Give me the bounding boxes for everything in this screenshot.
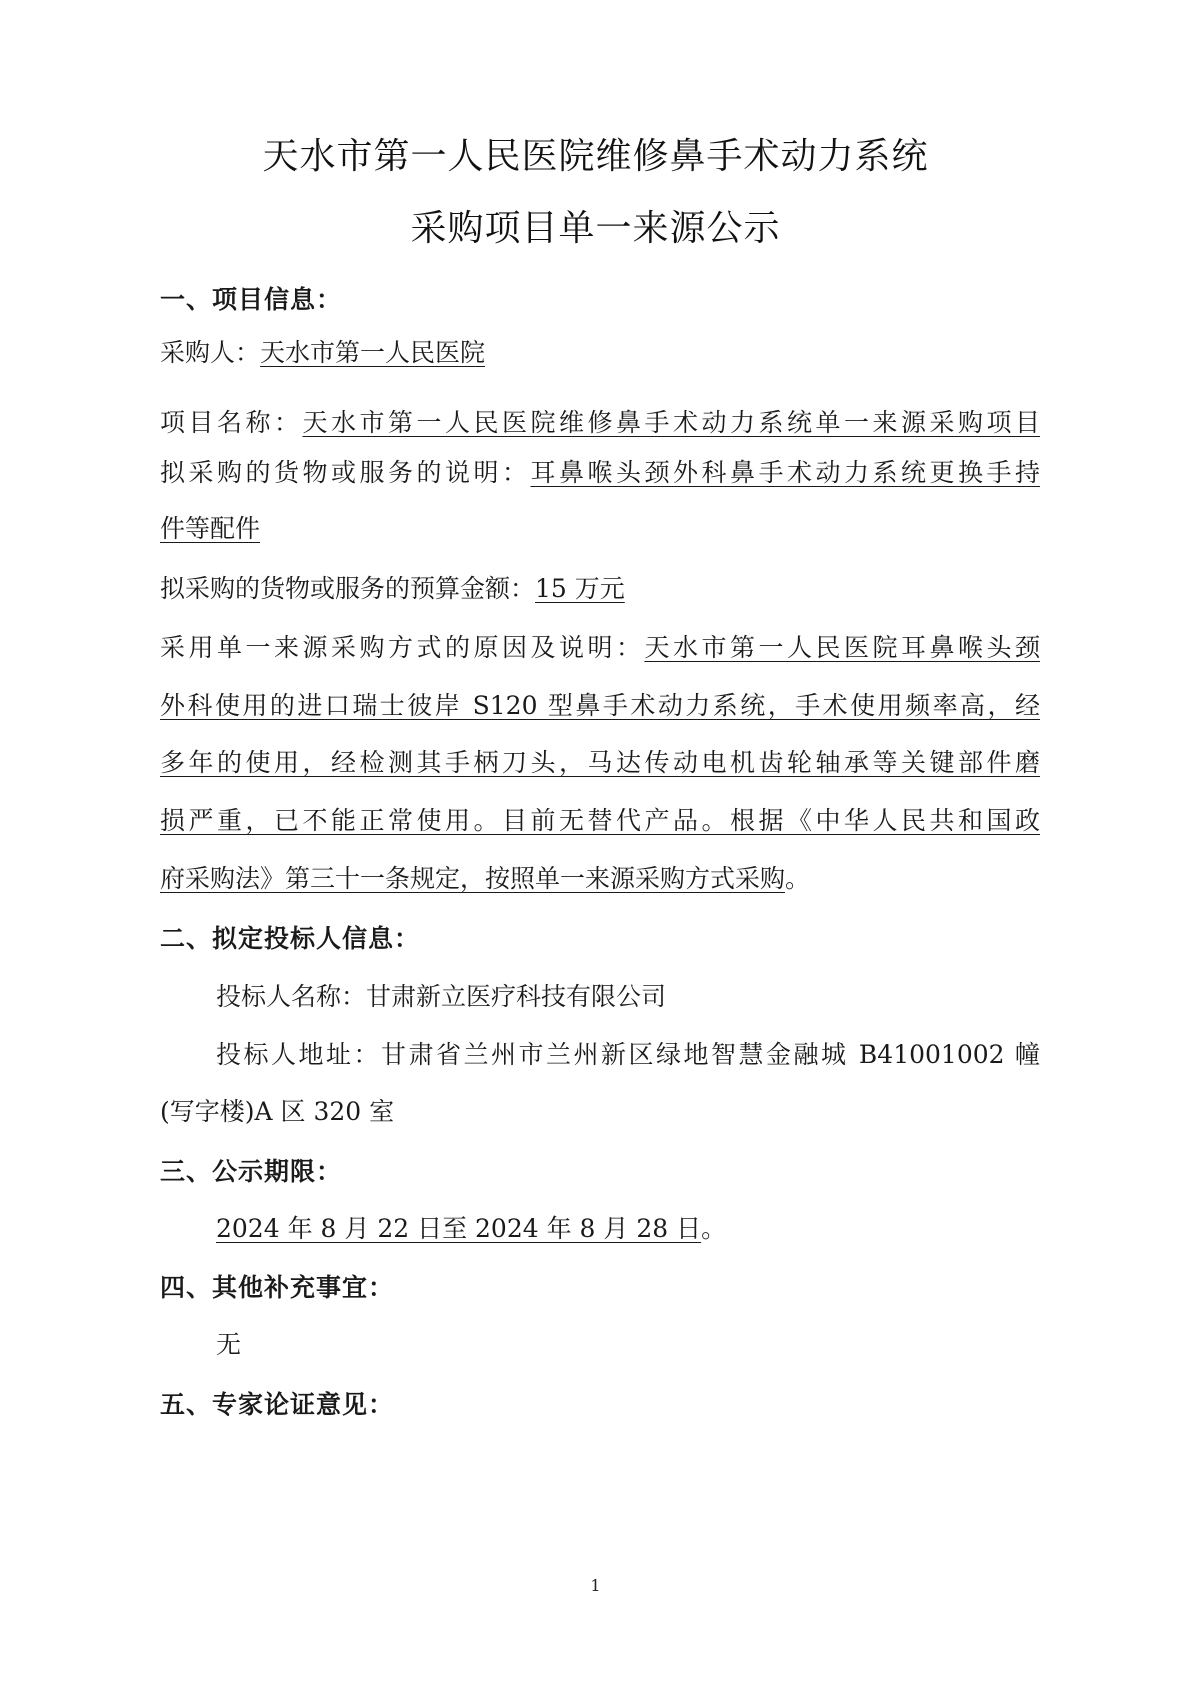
reason-line4: 损严重，已不能正常使用。目前无替代产品。根据《中华人民共和国政 [160,806,1040,835]
bidder-addr-line1: 甘肃省兰州市兰州新区绿地智慧金融城 B41001002 幢 [381,1040,1040,1069]
goods-desc-label: 拟采购的货物或服务的说明： [160,458,531,487]
bidder-name-row [216,981,1040,1013]
goods-desc-value-line2: 件等配件 [160,514,261,543]
bidder-addr-line2: (写字楼)A 区 320 室 [160,1097,395,1126]
reason-line1: 天水市第一人民医院耳鼻喉头颈 [644,633,1040,662]
page-number: 1 [590,1576,601,1595]
document-title-line2: 采购项目单一来源公示 [410,208,781,249]
goods-desc-row [160,457,1040,489]
reason-end-punct: 。 [785,864,811,893]
bidder-addr-row [216,1039,1040,1071]
section4-content: 无 [216,1330,242,1359]
period-end-punct: 。 [701,1214,727,1243]
budget-value: 15 万元 [535,574,625,603]
project-name-value: 天水市第一人民医院维修鼻手术动力系统单一来源采购项目 [302,408,1040,437]
period-row [216,1213,1040,1245]
reason-label: 采用单一来源采购方式的原因及说明： [160,633,645,662]
document-title-line1: 天水市第一人民医院维修鼻手术动力系统 [262,136,929,177]
reason-line5: 府采购法》第三十一条规定，按照单一来源采购方式采购 [160,864,786,893]
reason-line3: 多年的使用，经检测其手柄刀头，马达传动电机齿轮轴承等关键部件磨 [160,748,1040,777]
reason-row-1 [160,632,1040,664]
goods-desc-row-2 [160,513,1040,545]
section5-heading: 五、专家论证意见： [160,1390,395,1419]
bidder-name-value: 甘肃新立医疗科技有限公司 [366,982,667,1011]
bidder-name-label: 投标人名称： [216,982,367,1011]
reason-line2: 外科使用的进口瑞士彼岸 S120 型鼻手术动力系统，手术使用频率高，经 [160,691,1040,720]
budget-label: 拟采购的货物或服务的预算金额： [160,574,536,603]
period-value: 2024 年 8 月 22 日至 2024 年 8 月 28 日 [216,1214,702,1243]
purchaser-label: 采购人： [160,338,261,367]
section3-heading: 三、公示期限： [160,1157,343,1186]
reason-row-5 [160,863,1040,895]
purchaser-value: 天水市第一人民医院 [260,338,486,367]
purchaser-row [160,337,1040,369]
bidder-addr-label: 投标人地址： [216,1040,381,1069]
project-name-row [160,407,1040,439]
section4-heading: 四、其他补充事宜： [160,1273,395,1302]
goods-desc-value-line1: 耳鼻喉头颈外科鼻手术动力系统更换手持 [530,458,1040,487]
project-name-label: 项目名称： [160,408,303,437]
budget-row [160,573,1040,605]
section1-heading: 一、项目信息： [160,285,343,314]
section2-heading: 二、拟定投标人信息： [160,924,421,953]
